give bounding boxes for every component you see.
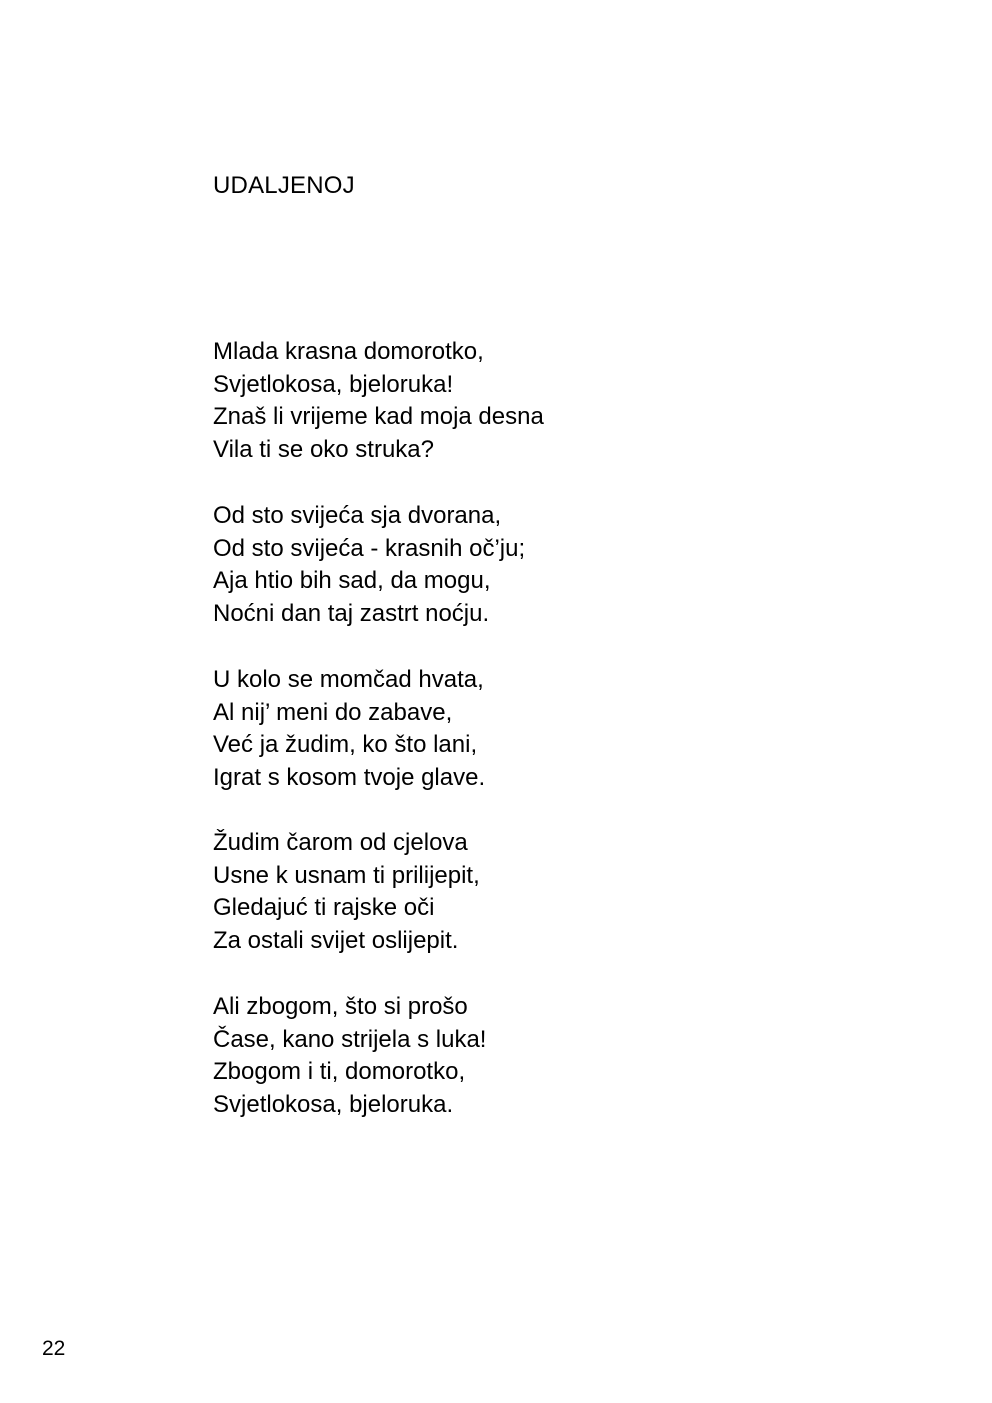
poem-line: Usne k usnam ti prilijepit, — [213, 861, 480, 889]
stanza-3 — [213, 664, 485, 794]
poem-line: Mlada krasna domorotko, — [213, 338, 484, 365]
poem-line: Žudim čarom od cjelova — [213, 829, 468, 856]
poem-line: Gledajuć ti rajske oči — [213, 894, 435, 921]
poem-line: Za ostali svijet oslijepit. — [213, 926, 459, 954]
poem-line: Čase, kano strijela s luka! — [213, 1025, 487, 1053]
poem-line: Zbogom i ti, domorotko, — [213, 1058, 466, 1085]
poem-line: Al nij’ meni do zabave, — [213, 698, 453, 726]
poem-line: Aja htio bih sad, da mogu, — [213, 567, 491, 594]
poem-line: Ali zbogom, što si prošo — [213, 993, 468, 1020]
stanza-5 — [213, 991, 486, 1121]
poem-line: Već ja žudim, ko što lani, — [213, 731, 478, 758]
stanza-2 — [213, 500, 525, 630]
poem-title: UDALJENOJ — [213, 172, 355, 199]
poem-line: Svjetlokosa, bjeloruka. — [213, 1090, 454, 1118]
poem-line: Od sto svijeća - krasnih oč’ju; — [213, 534, 526, 562]
page-number: 22 — [42, 1337, 66, 1360]
poem-line: Svjetlokosa, bjeloruka! — [213, 370, 454, 398]
poem-line: Od sto svijeća sja dvorana, — [213, 502, 502, 529]
stanza-1 — [213, 336, 544, 466]
poem-line: Igrat s kosom tvoje glave. — [213, 763, 486, 791]
poem-line: U kolo se momčad hvata, — [213, 666, 484, 693]
stanza-4 — [213, 827, 480, 957]
poem-line: Znaš li vrijeme kad moja desna — [213, 403, 544, 430]
poem-line: Noćni dan taj zastrt noćju. — [213, 599, 490, 627]
poem-line: Vila ti se oko struka? — [213, 435, 435, 463]
